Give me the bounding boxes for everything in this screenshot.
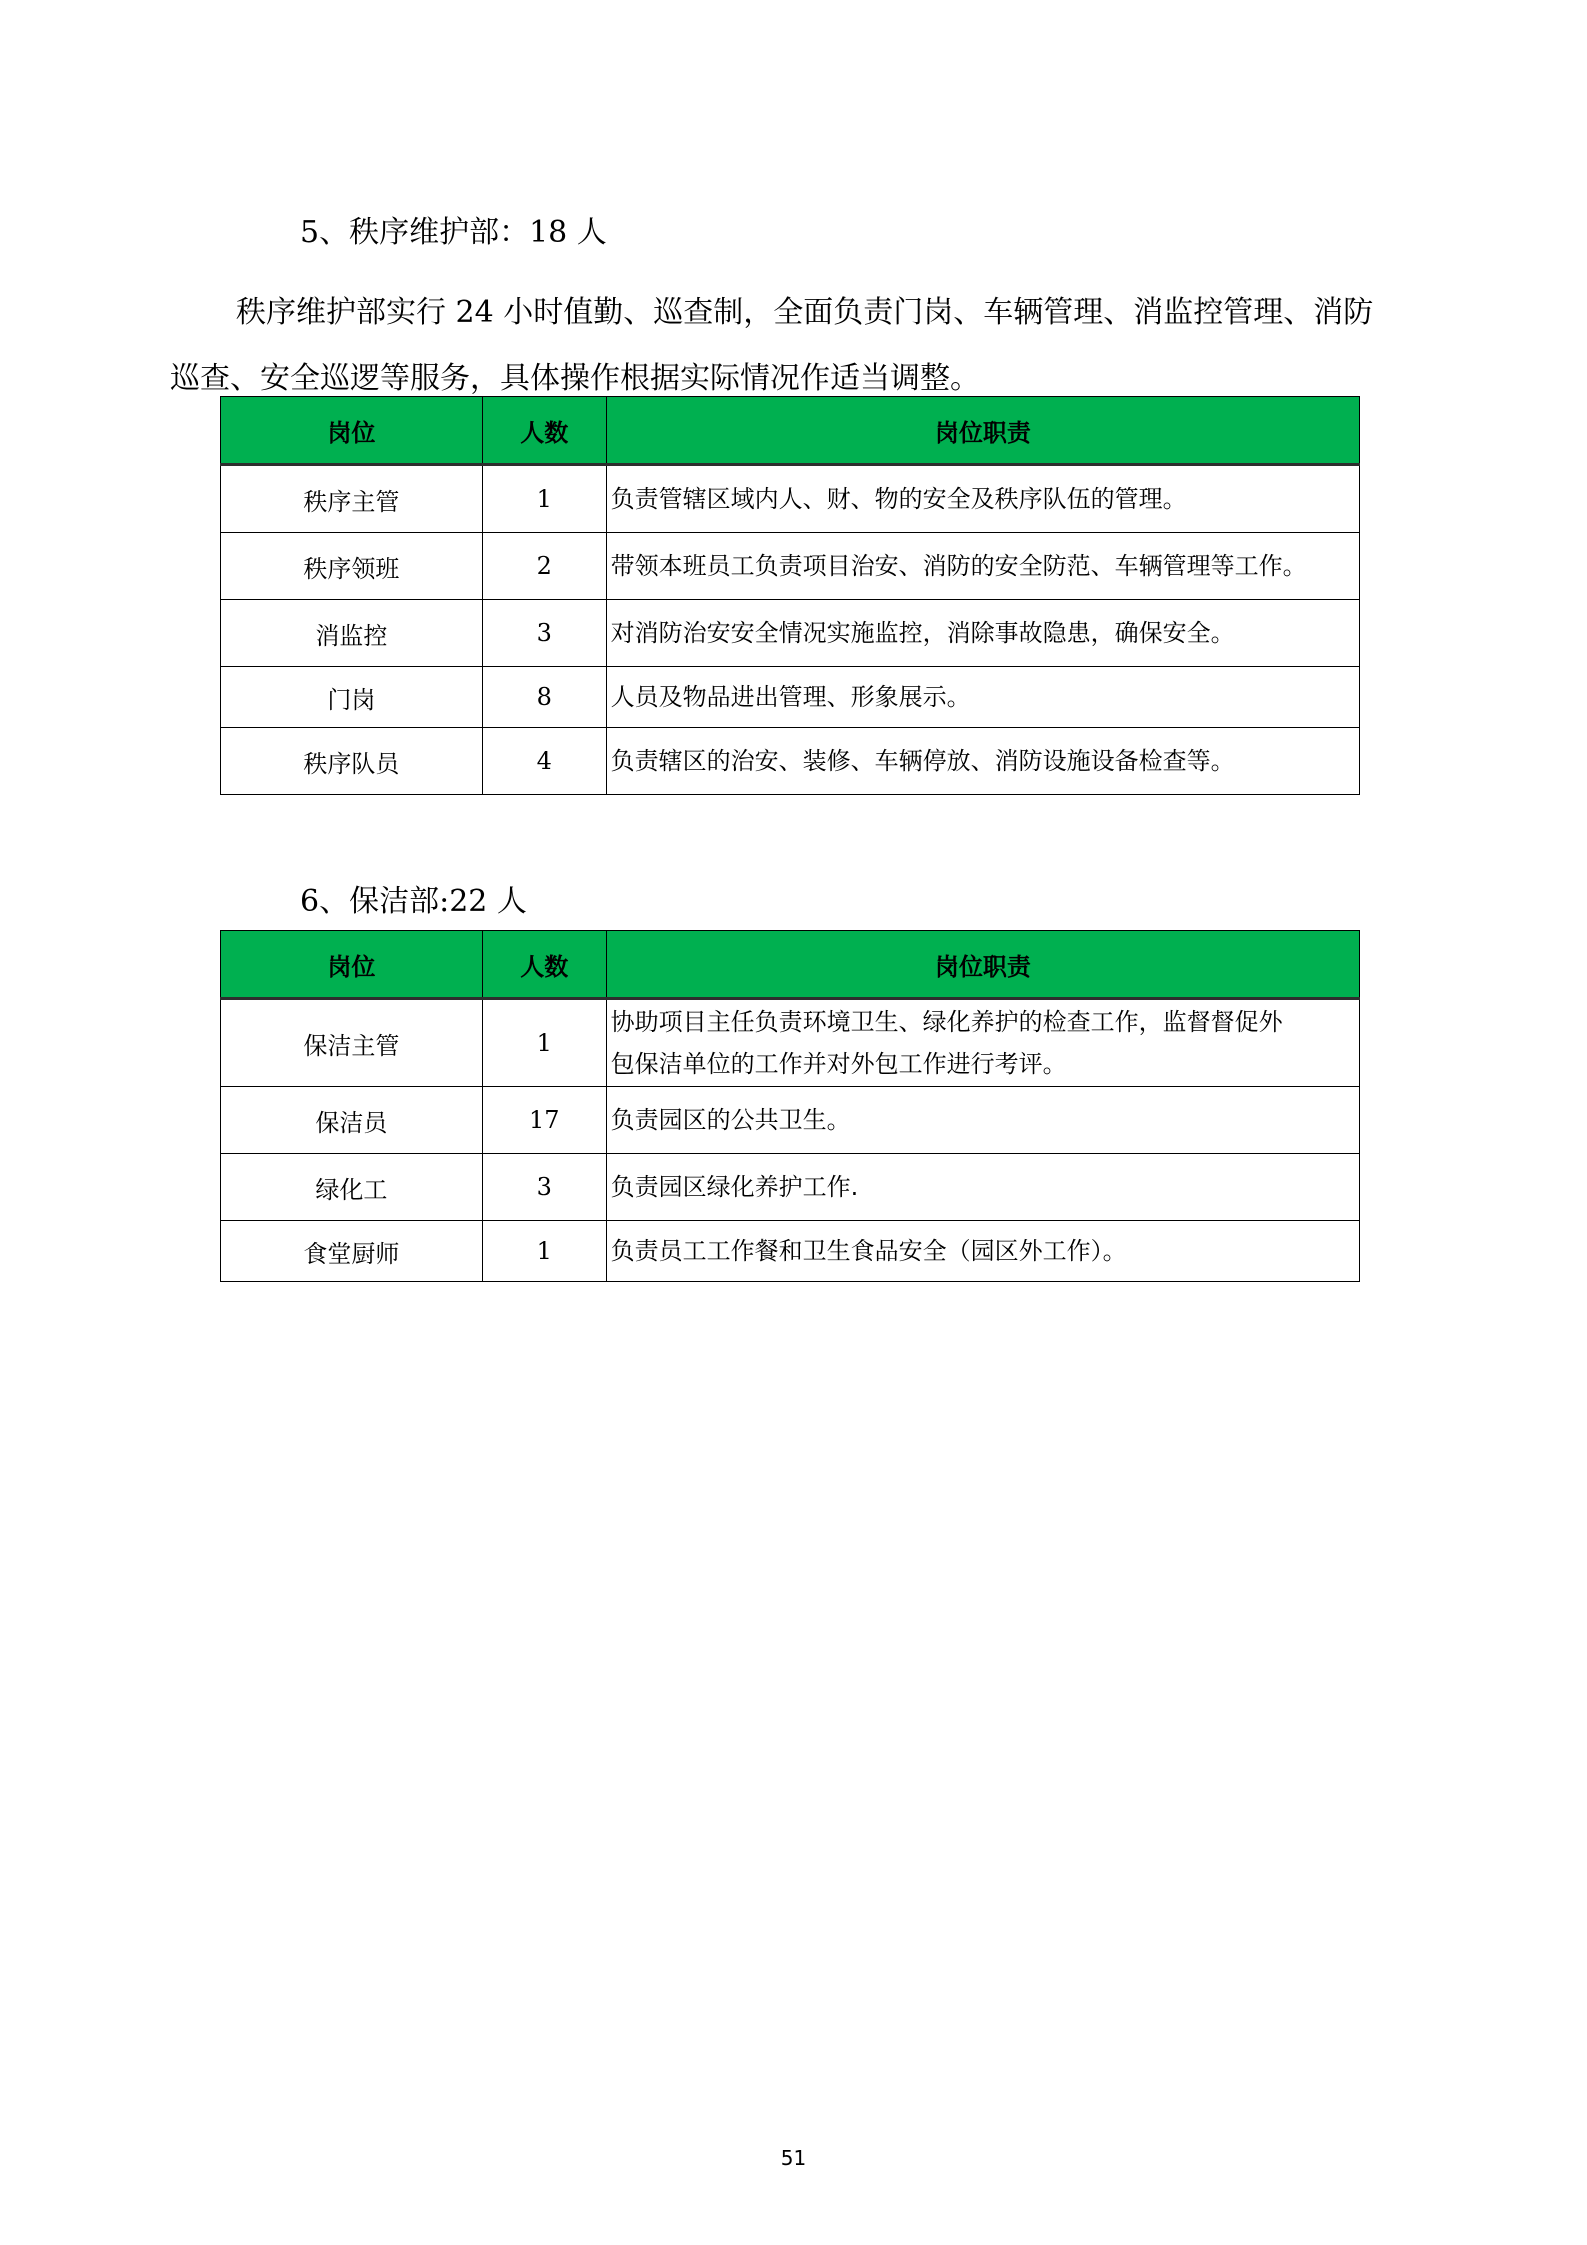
cell-position: 门岗 xyxy=(221,667,483,728)
paragraph-line: 巡查、安全巡逻等服务，具体操作根据实际情况作适当调整。 xyxy=(170,361,980,396)
cell-duty xyxy=(606,999,1359,1087)
table-row xyxy=(221,1087,1360,1154)
cell-count: 8 xyxy=(482,667,606,728)
cell-count: 4 xyxy=(482,728,606,795)
cell-count: 1 xyxy=(482,465,606,533)
section-5-heading: 5、秩序维护部：18 人 xyxy=(300,215,607,250)
paragraph-line: 秩序维护部实行 24 小时值勤、巡查制，全面负责门岗、车辆管理、消监控管理、消防 xyxy=(236,295,1374,330)
cell-duty: 负责园区绿化养护工作. xyxy=(606,1154,1359,1221)
cell-duty: 负责管辖区域内人、财、物的安全及秩序队伍的管理。 xyxy=(606,465,1359,533)
table-header-row xyxy=(221,931,1360,999)
cell-duty: 负责员工工作餐和卫生食品安全（园区外工作）。 xyxy=(606,1221,1359,1282)
table-row xyxy=(221,533,1360,600)
table-row xyxy=(221,728,1360,795)
cell-position: 食堂厨师 xyxy=(221,1221,483,1282)
cell-duty: 对消防治安安全情况实施监控，消除事故隐患，确保安全。 xyxy=(606,600,1359,667)
cell-count: 3 xyxy=(482,1154,606,1221)
security-staff-table xyxy=(220,396,1360,795)
header-duty: 岗位职责 xyxy=(606,397,1359,465)
section-5-paragraph xyxy=(170,280,1460,412)
cell-duty: 负责辖区的治安、装修、车辆停放、消防设施设备检查等。 xyxy=(606,728,1359,795)
cell-position: 消监控 xyxy=(221,600,483,667)
cell-count: 17 xyxy=(482,1087,606,1154)
section-6-heading: 6、保洁部:22 人 xyxy=(300,884,527,919)
table-row xyxy=(221,667,1360,728)
header-duty: 岗位职责 xyxy=(606,931,1359,999)
cell-position: 秩序主管 xyxy=(221,465,483,533)
table-row xyxy=(221,1154,1360,1221)
header-position: 岗位 xyxy=(221,931,483,999)
header-count: 人数 xyxy=(482,397,606,465)
cell-duty-line: 包保洁单位的工作并对外包工作进行考评。 xyxy=(610,1050,1067,1078)
cell-position: 保洁员 xyxy=(221,1087,483,1154)
table-header-row xyxy=(221,397,1360,465)
table-row xyxy=(221,999,1360,1087)
table-row xyxy=(221,1221,1360,1282)
table-row xyxy=(221,465,1360,533)
cell-count: 2 xyxy=(482,533,606,600)
cell-count: 1 xyxy=(482,999,606,1087)
cleaning-staff-table xyxy=(220,930,1360,1282)
cell-position: 绿化工 xyxy=(221,1154,483,1221)
cell-position: 秩序队员 xyxy=(221,728,483,795)
page-number: 51 xyxy=(780,2146,807,2170)
cell-duty: 人员及物品进出管理、形象展示。 xyxy=(606,667,1359,728)
cell-position: 秩序领班 xyxy=(221,533,483,600)
cell-duty: 负责园区的公共卫生。 xyxy=(606,1087,1359,1154)
table-row xyxy=(221,600,1360,667)
cell-duty-line: 协助项目主任负责环境卫生、绿化养护的检查工作，监督督促外 xyxy=(610,1008,1283,1036)
cell-count: 3 xyxy=(482,600,606,667)
header-position: 岗位 xyxy=(221,397,483,465)
cell-duty: 带领本班员工负责项目治安、消防的安全防范、车辆管理等工作。 xyxy=(606,533,1359,600)
cell-count: 1 xyxy=(482,1221,606,1282)
cell-position: 保洁主管 xyxy=(221,999,483,1087)
header-count: 人数 xyxy=(482,931,606,999)
